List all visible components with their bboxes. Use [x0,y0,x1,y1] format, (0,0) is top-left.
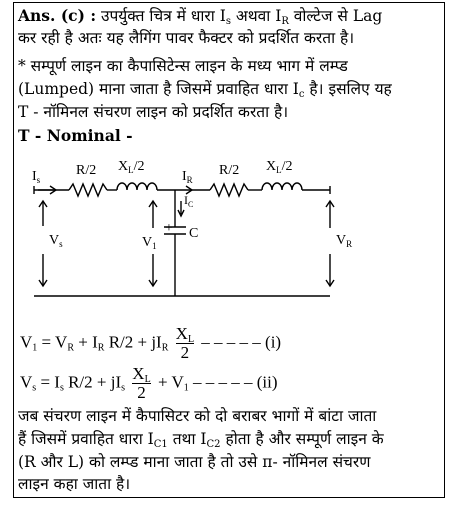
para3-line1: जब संचरण लाइन में कैपासिटर को दो बराबर भागों में बांटा जाता [18,407,377,425]
label-plus: + [165,221,173,236]
para3-line3: (R और L) को लम्प्ड माना जाता है तो उसे π- नॉमिनल संचरण [18,453,371,471]
section-heading: T - Nominal - [18,126,133,145]
resistor-r2 [210,184,248,196]
resistor-r1 [69,184,107,196]
fraction-xl-over-2: $\frac{X_L}{2}$ [175,324,195,362]
inductor-xl2 [262,183,302,190]
label-vs: $V_s$ [49,233,63,249]
para2-line2: (Lumped) माना जाता है जिसमें प्रवाहित धारा $I_c$ है। इसलिए यह [18,80,392,100]
label-v1: $V_1$ [142,235,157,251]
label-is: $I_s$ [32,169,41,185]
para1-line1: Ans. (c) : उपर्युक्त चित्र में धारा $I_s$ अथवा $I_R$ वोल्टेज से Lag [18,6,383,27]
label-xl1: $X_L/2$ [118,159,145,175]
label-vr: $V_R$ [336,233,353,249]
para3-line4: लाइन कहा जाता है। [18,475,131,493]
label-r2: R/2 [219,163,240,178]
label-c: C [189,226,199,241]
label-r1: R/2 [76,163,97,178]
label-ir: $I_R$ [182,169,193,185]
para3-line2: हैं जिसमें प्रवाहित धारा $I_{C1}$ तथा $I_{C2}$ होता है और सम्पूर्ण लाइन के [18,430,384,450]
fraction-xl-over-2b: $\frac{X_L}{2}$ [132,364,151,402]
t-nominal-circuit [14,146,444,316]
inductor-xl1 [117,183,157,190]
para2-line1: * सम्पूर्ण लाइन का कैपासिटेन्स लाइन के मध्य भाग में लम्प्ड [18,57,348,75]
equation-1: $V_1 = V_R + I_R$ $R/2 + jI_R$ $\frac{X_L}{2}$ – – – – – (i) [20,324,282,362]
answer-label: Ans. (c) : [18,6,97,25]
label-xl2: $X_L/2$ [266,159,293,175]
label-ic: $I_C$ [184,193,194,209]
equation-2: $V_s = I_s$ $R/2 + jI_s$ $\frac{X_L}{2}$ + $V_1$ – – – – – (ii) [20,364,278,402]
para2-line3: T - नॉमिनल संचरण लाइन को प्रदर्शित करता है। [18,103,289,121]
answer-card [13,2,445,498]
para1-line2: कर रही है अतः यह लैगिंग पावर फैक्टर को प्रदर्शित करता है। [18,29,355,47]
